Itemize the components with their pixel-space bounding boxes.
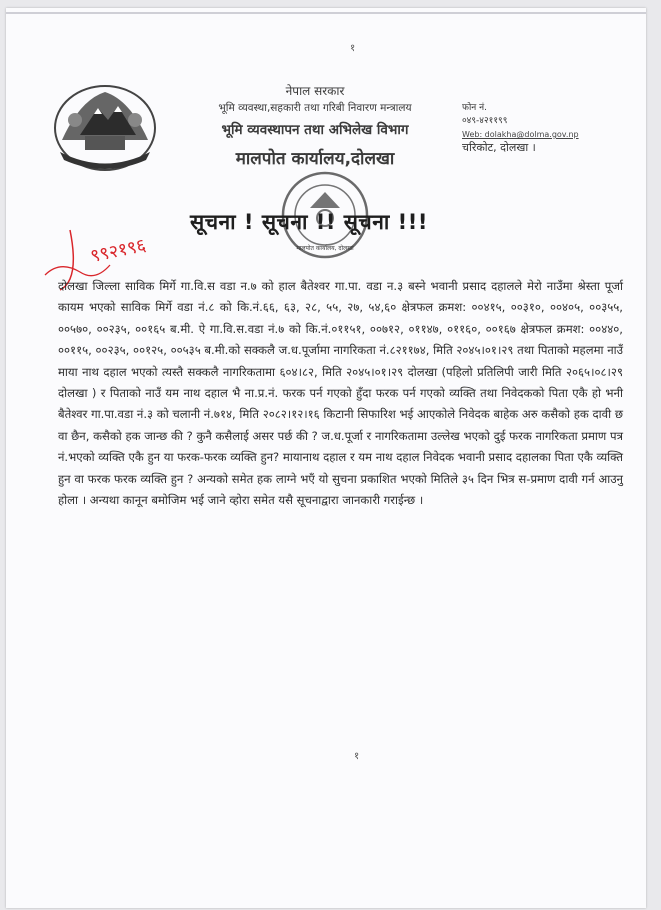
page-number-top: १ [350,43,356,54]
header-department: भूमि व्यवस्थापन तथा अभिलेख विभाग [221,122,409,138]
phone-number: ०४९-४२११९९ [462,116,508,126]
handwritten-note: ९९२१९६ [88,234,148,267]
office-address: चरिकोट, दोलखा । [462,141,536,154]
phone-label: फोन नं. [462,103,487,113]
page-number-bottom: १ [354,751,360,762]
notice-body: दोलखा जिल्ला साविक मिर्गे गा.वि.स वडा न.७ को हाल बैतेश्वर गा.पा. वडा न.३ बस्ने भवानी प्रसाद दहालले मेरो नाउँमा श्रेस्ता पूर्जा कायम भएको साविक मिर्गे वडा नं.८ को कि.नं.६६, ६३, २८, ५५, २७, ५४,६० क्षेत्रफल क्रमश: ००४१५, ००३१०, ००४०५, ००३५५, ००५७०, ००२३५, ००१६५ ब.मी. ऐ गा.वि.स.वडा नं.७ को कि.नं.०११५१, ००७१२, ०११४७, ०११६०, ००१६७ क्षेत्रफल क्रमश: ००४४०, ००११५, ००२३५, ००१२५, ००५३५ ब.मी.को सक्कलै ज.ध.पूर्जामा नागरिकता नं.८२११७४, मिति २०४५।०१।२९ तथा पिताको महलमा नाउँ माया नाथ दहाल भएको त्यस्तै सक्कलै नागरिकतामा ६०४।८२, मिति २०४५।०१।२९ दोलखा (पहिलो प्रतिलिपी जारी मिति २०६५।०८।२९ दोलखा ) र पिताको नाउँ यम नाथ दहाल भै ना.प्र.नं. फरक पर्न गएको हुँदा फरक पर्न गएको व्यक्ति तथा निवेदकको पिता एकै हो भनी बैतेश्वर गा.पा.वडा नं.३ को चलानी नं.७१४, मिति २०८२।१२।१६ किटानी सिफारिश भई आएकोले निवेदक बाहेक अरु कसैको हक दावी छ वा छैन, कसैको हक जान्छ की ? कुनै कसैलाई असर पर्छ की ? ज.ध.पूर्जा र नागरिकतामा उल्लेख भएको दुई फरक नागरिकता प्रमाण पत्र नं.भएको व्यक्ति एकै हुन या फरक-फरक व्यक्ति हुन? मायानाथ दहाल र यम नाथ दहाल निवेदक भवानी प्रसाद दहालका पिता एकै व्यक्ति हुन वा फरक फरक व्यक्ति हुन ? अन्यको समेत हक लाग्ने भएँ यो सुचना प्रकाशित भएको मितिले ३५ दिन भित्र स-प्रमाण दावी गर्न आउनु होला । अन्यथा कानून बमोजिम भई जाने व्होरा समेत यसै सूचनाद्वारा जानकारी गराईन्छ । [58,279,623,508]
top-border-line [6,12,646,14]
web-address: Web: dolakha@dolma.gov.np [462,130,579,139]
nepal-emblem-icon [50,80,160,175]
header-office: मालपोत कार्यालय,दोलखा [235,149,395,169]
header-ministry: भूमि व्यवस्था,सहकारी तथा गरिबी निवारण मन्त्रालय [218,102,412,114]
stamp-text: मालपोत कार्यालय, दोलखा [296,245,354,252]
notice-title: सूचना ! सूचना !! सूचना !!! [190,210,428,234]
header-country: नेपाल सरकार [285,84,345,98]
contact-block [462,102,579,154]
